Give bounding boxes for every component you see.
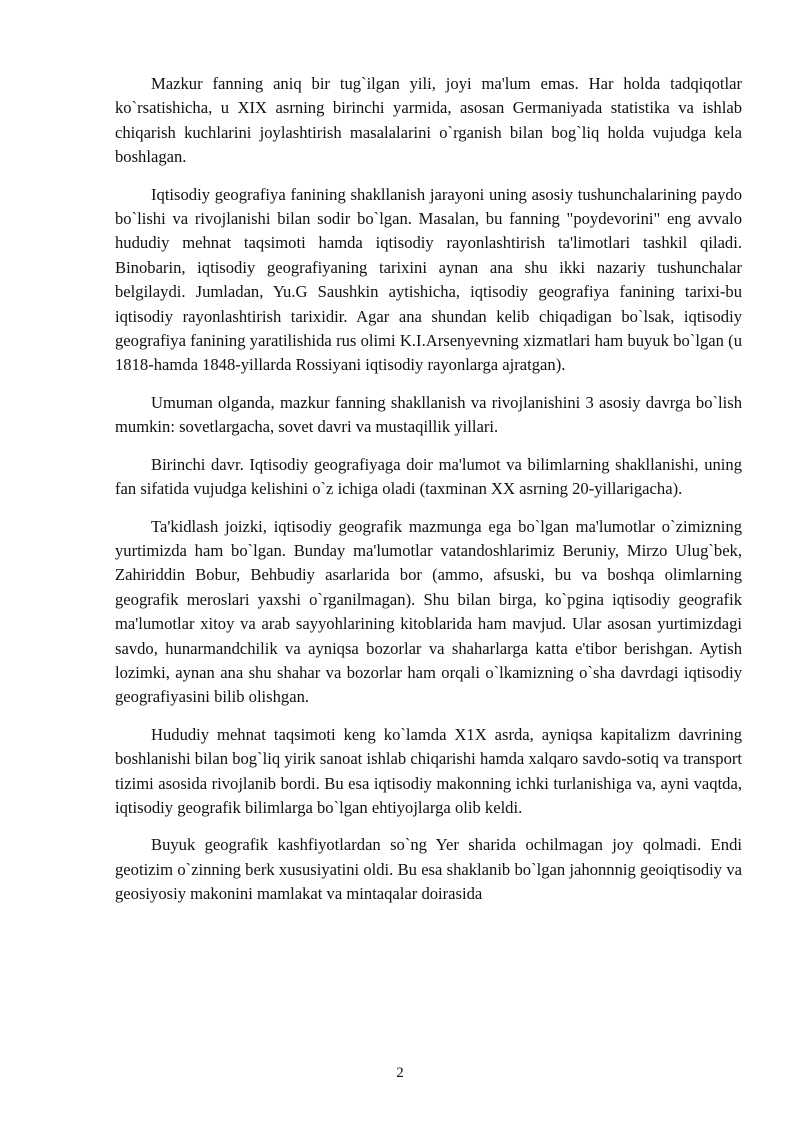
paragraph-historical-sources: Ta'kidlash joizki, iqtisodiy geografik mazmunga ega bo`lgan ma'lumotlar o`zimizning yurtimizda ham bo`lgan. Bunday ma'lumotlar vatandoshlarimiz Beruniy, Mirzo Ulug`bek, Zahiriddin Bobur, Behbudiy asarlarida bor (ammo, afsuski, bu va boshqa olimlarning geografik meroslari yaxshi o`rganilmagan). Shu bilan birga, ko`pgina iqtisodiy geografik ma'lumotlar xitoy va arab sayyohlarining kitoblarida ham mavjud. Ular asosan yurtimizdagi savdo, hunarmandchilik va ayniqsa bozorlar va shaharlarga katta e'tibor berishgan. Aytish lozimki, aynan ana shu shahar va bozorlar ham orqali o`lkamizning o`sha davrdagi iqtisodiy geografiyasini bilib olishgan. — [115, 516, 742, 707]
paragraph-labor-division: Hududiy mehnat taqsimoti keng ko`lamda X1X asrda, ayniqsa kapitalizm davrining boshlanishi bilan bog`liq yirik sanoat ishlab chiqarishi hamda xalqaro savdo-sotiq va transport tizimi asosida rivojlanib bordi. Bu esa iqtisodiy makonning ichki turlanishiga va, ayni vaqtda, iqtisodiy geografik bilimlarga bo`lgan ehtiyojlarga olib keldi. — [115, 724, 742, 817]
document-page — [115, 72, 742, 920]
paragraph-first-period: Birinchi davr. Iqtisodiy geografiyaga doir ma'lumot va bilimlarning shakllanishi, uning fan sifatida vujudga kelishini o`z ichiga oladi (taxminan XX asrning 20-yillarigacha). — [115, 454, 742, 499]
paragraph-formation: Iqtisodiy geografiya fanining shakllanish jarayoni uning asosiy tushunchalarining paydo bo`lishi va rivojlanishi bilan sodir bo`lgan. Masalan, bu fanning "poydevorini" eng avvalo hududiy mehnat taqsimoti hamda iqtisodiy rayonlashtirish ta'limotlari tashkil qiladi. Binobarin, iqtisodiy geografiyaning tarixini aynan ana shu ikki nazariy tushunchalar belgilaydi. Jumladan, Yu.G Saushkin aytishicha, iqtisodiy geografiya fanining tarixi-bu iqtisodiy rayonlashtirish tarixidir. Agar ana shundan kelib chiqadigan bo`lsak, iqtisodiy geografiya fanining yaratilishida rus olimi K.I.Arsenyevning xizmatlari ham buyuk bo`lgan (u 1818-hamda 1848-yillarda Rossiyani iqtisodiy rayonlarga ajratgan). — [115, 184, 742, 375]
paragraph-periods: Umuman olganda, mazkur fanning shakllanish va rivojlanishini 3 asosiy davrga bo`lish mumkin: sovetlargacha, sovet davri va mustaqillik yillari. — [115, 392, 742, 437]
paragraph-origin: Mazkur fanning aniq bir tug`ilgan yili, joyi ma'lum emas. Har holda tadqiqotlar ko`rsatishicha, u XIX asrning birinchi yarmida, asosan Germaniyada statistika va ishlab chiqarish kuchlarini joylashtirish masalalarini o`rganish bilan bog`liq holda vujudga kela boshlagan. — [115, 74, 742, 167]
page-number: 2 — [396, 1065, 404, 1081]
paragraph-discoveries: Buyuk geografik kashfiyotlardan so`ng Yer sharida ochilmagan joy qolmadi. Endi geotizim o`zinning berk xususiyatini oldi. Bu esa shaklanib bo`lgan jahonnnig geoiqtisodiy va geosiyosiy makonini mamlakat va mintaqalar doirasida — [115, 835, 742, 904]
